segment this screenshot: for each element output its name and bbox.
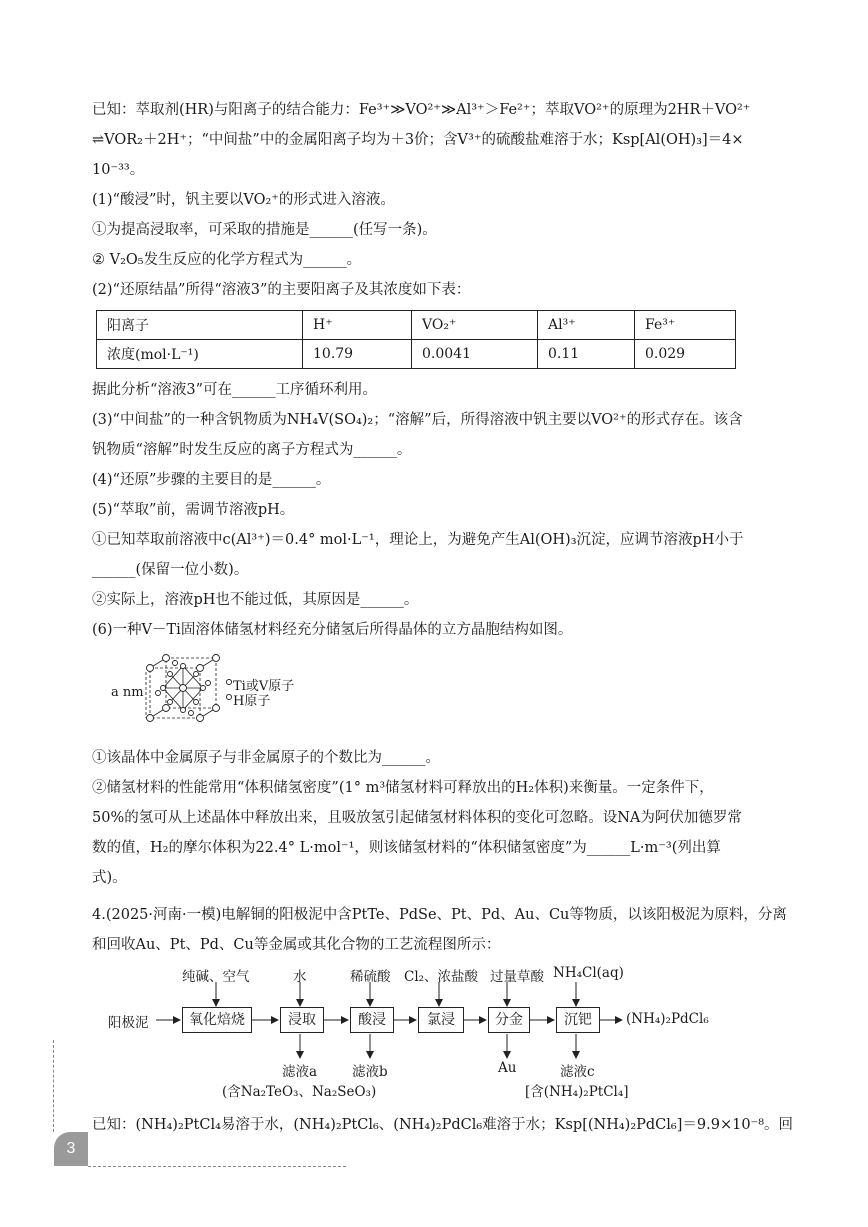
question-1: (1)“酸浸”时，钒主要以VO₂⁺的形式进入溶液。 [92,192,395,208]
table-row [97,340,736,369]
table-header-row [97,311,736,340]
table-header-cell: Al³⁺ [538,311,635,340]
flow-input-water: 水 [293,969,307,985]
flow-step-leaching: 浸取 [280,1007,324,1033]
flow-output-filtrate-a: 滤液a [282,1064,318,1080]
known-conditions-line-3: 10⁻³³。 [92,162,145,178]
problem-4-line-2: 和回收Au、Pt、Pd、Cu等金属或其化合物的工艺流程图所示： [92,937,501,953]
question-5-part-1-line-2: ______(保留一位小数)。 [92,562,249,578]
flow-output-filtrate-b: 滤液b [352,1064,388,1080]
question-5: (5)“萃取”前，需调节溶液pH。 [92,502,295,518]
known-conditions-line-2: ⇌VOR₂＋2H⁺；“中间盐”中的金属阳离子均为＋3价；含V³⁺的硫酸盐难溶于水；Ksp[Al(OH)₃]＝4× [92,132,744,148]
table-header-cell: VO₂⁺ [412,311,538,340]
question-6-part-2-line-2: 50%的氢可从上述晶体中释放出来，且吸放氢引起储氢材料体积的变化可忽略。设NA为阿伏加德罗常 [92,810,742,826]
question-2: (2)“还原结晶”所得“溶液3”的主要阳离子及其浓度如下表： [92,282,471,298]
problem-4-line-1: 4.(2025·河南·一模)电解铜的阳极泥中含PtTe、PdSe、Pt、Pd、Au、Cu等物质，以该阳极泥为原料，分离 [92,907,787,923]
question-2-analysis: 据此分析“溶液3”可在______工序循环利用。 [92,382,378,398]
table-cell: 10.79 [303,340,412,369]
known-conditions-line-1: 已知：萃取剂(HR)与阳离子的结合能力：Fe³⁺≫VO²⁺≫Al³⁺＞Fe²⁺；萃取VO²⁺的原理为2HR＋VO²⁺ [92,102,751,118]
table-header-cell: Fe³⁺ [635,311,736,340]
crystal-legend-ti-v: Ti或V原子 [233,679,295,694]
question-6-part-2-line-4: 式)。 [92,870,127,886]
table-row-label: 浓度(mol·L⁻¹) [97,340,303,369]
flow-start-label: 阳极泥 [108,1015,149,1031]
question-4: (4)“还原”步骤的主要目的是______。 [92,472,331,488]
flow-step-gold-separation: 分金 [488,1007,530,1033]
flow-output-filtrate-c: 滤液c [560,1064,595,1080]
table-cell: 0.0041 [412,340,538,369]
question-5-part-2: ②实际上，溶液pH也不能过低，其原因是______。 [92,592,419,608]
question-5-part-1-line-1: ①已知萃取前溶液中c(Al³⁺)＝0.4° mol·L⁻¹，理论上，为避免产生Al(OH)₃沉淀，应调节溶液pH小于 [92,532,744,548]
flow-step-acid-leaching: 酸浸 [350,1007,394,1033]
problem-4-known: 已知：(NH₄)₂PtCl₄易溶于水，(NH₄)₂PtCl₆、(NH₄)₂PdCl₆难溶于水；Ksp[(NH₄)₂PdCl₆]＝9.9×10⁻⁸。回 [92,1117,794,1133]
flow-step-oxidation-roasting: 氧化焙烧 [182,1007,252,1033]
question-6-part-1: ①该晶体中金属原子与非金属原子的个数比为______。 [92,750,440,766]
flow-output-au: Au [498,1060,517,1076]
table-cell: 0.11 [538,340,635,369]
flow-input-cl2-hcl: Cl₂、浓盐酸 [404,969,479,985]
page-bottom-dashed-line [88,1166,346,1167]
flow-note-filtrate-a: (含Na₂TeO₃、Na₂SeO₃) [222,1084,377,1100]
flow-input-oxalic: 过量草酸 [490,969,544,985]
crystal-legend-h: H原子 [233,694,271,709]
question-1-part-2: ② V₂O₅发生反应的化学方程式为______。 [92,252,362,268]
flow-input-dilute-sulfuric: 稀硫酸 [350,969,391,985]
question-3-line-2: 钒物质“溶解”时发生反应的离子方程式为______。 [92,442,412,458]
page-side-dashed-line [53,1040,54,1132]
question-1-part-1: ①为提高浸取率，可采取的措施是______(任写一条)。 [92,222,437,238]
flow-note-filtrate-c: [含(NH₄)₂PtCl₄] [525,1084,629,1100]
crystal-dimension-label: a nm [111,685,144,700]
page-number: 3 [54,1132,88,1166]
flow-step-chlorine-leaching: 氯浸 [418,1007,464,1033]
flow-input-soda-air: 纯碱、空气 [182,969,250,985]
question-6-part-2-line-3: 数的值，H₂的摩尔体积为22.4° L·mol⁻¹，则该储氢材料的“体积储氢密度”为______L·m⁻³(列出算 [92,840,721,856]
table-header-cell: 阳离子 [97,311,303,340]
table-cell: 0.029 [635,340,736,369]
question-6-part-2-line-1: ②储氢材料的性能常用“体积储氢密度”(1° m³储氢材料可释放出的H₂体积)来衡量。一定条件下， [92,780,714,796]
cation-concentration-table [96,310,736,369]
table-header-cell: H⁺ [303,311,412,340]
question-3-line-1: (3)“中间盐”的一种含钒物质为NH₄V(SO₄)₂；“溶解”后，所得溶液中钒主要以VO²⁺的形式存在。该含 [92,412,743,428]
question-6: (6)一种V－Ti固溶体储氢材料经充分储氢后所得晶体的立方晶胞结构如图。 [92,622,573,638]
flow-step-pd-precipitation: 沉钯 [556,1007,600,1033]
flow-input-nh4cl: NH₄Cl(aq) [553,965,624,981]
flow-product-label: (NH₄)₂PdCl₆ [626,1011,709,1027]
